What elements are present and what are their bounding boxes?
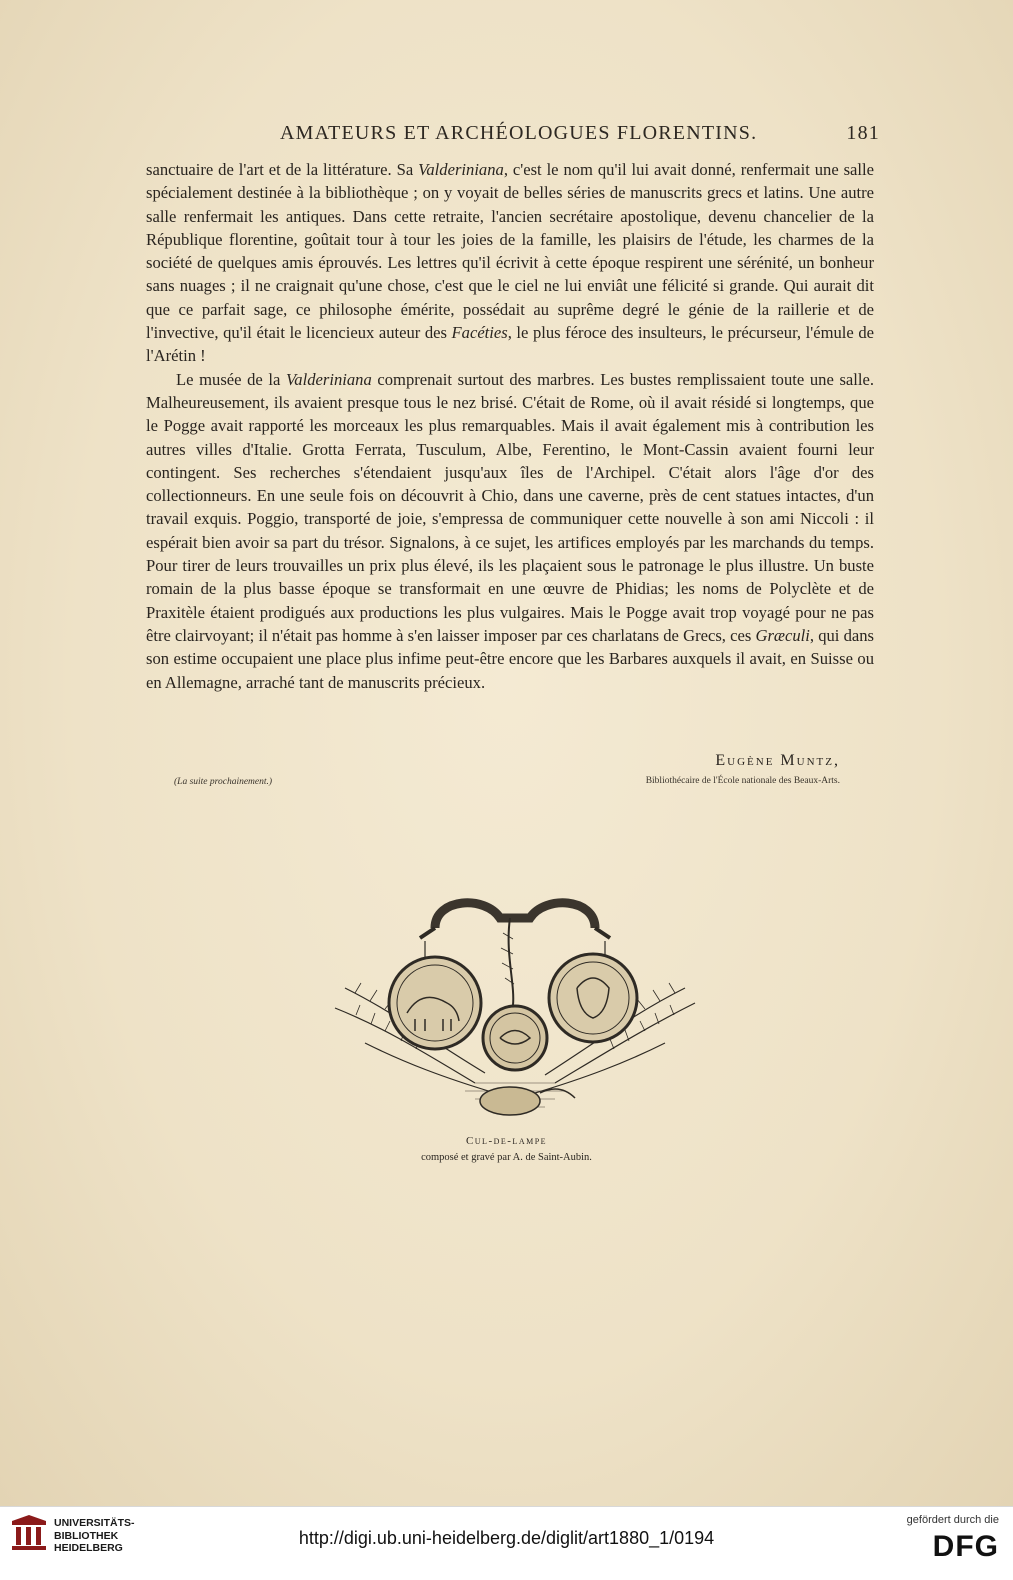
italic-title: Valderiniana [418,160,504,179]
paragraph-2: Le musée de la Valderiniana comprenait surtout des marbres. Les bustes remplissaient toute une salle. Malheureusement, ils avaient presque tous le nez brisé. C'était de Rome, où il avait résidé si longtemps, que le Pogge avait rapporté les morceaux les plus remarquables. Mais il avait également mis à contribution les autres villes d'Italie. Grotta Ferrata, Tusculum, Albe, Ferentino, le Mont-Cassin avaient fourni leur contingent. Ses recherches s'étendaient jusqu'aux îles de l'Archipel. C'était alors l'âge d'or des collectionneurs. En une seule fois on découvrit à Chio, dans une caverne, près de cent statues intactes, d'un travail exquis. Poggio, transporté de joie, s'empressa de communiquer cette nouvelle à son ami Niccoli : il espérait bien avoir sa part du trésor. Signalons, à ce sujet, les artifices employés par les marchands du temps. Pour tirer de leurs trouvailles un prix plus élevé, ils les plaçaient sous le patronage le plus illustre. Un buste romain de la plus basse époque se transformait en une œuvre de Phidias; les noms de Polyclète et de Praxitèle étaient prodigués aux productions les plus vulgaires. Mais le Pogge avait trop voyagé pour ne pas être clairvoyant; il n'était pas homme à s'en laisser imposer par ces charlatans de Grecs, ces Græculi, qui dans son estime occupaient une place plus infime peut-être encore que les Barbares auxquels il avait, en Suisse ou en Allemagne, arraché tant de manuscrits précieux. [146,369,875,692]
viewer-footer [0,1506,1013,1580]
page-number: 181 [846,122,880,144]
permalink-url[interactable]: http://digi.ub.uni-heidelberg.de/diglit/art1880_1/0194 [298,1528,715,1548]
body-text [146,158,874,694]
author-signature: Eugène Muntz, [715,752,840,769]
funder-label: gefördert durch die [906,1514,999,1526]
italic-title: Valderiniana [286,369,372,389]
cul-de-lampe-engraving [325,893,705,1133]
to-be-continued-note: (La suite prochainement.) [174,777,273,787]
dfg-logo: DFG [932,1530,999,1563]
vignette-credit: composé et gravé par A. de Saint-Aubin. [421,1152,592,1163]
italic-title: Facéties [451,323,508,343]
author-affiliation: Bibliothécaire de l'École nationale des Beaux-Arts. [645,776,840,786]
library-name: UNIVERSITÄTS- BIBLIOTHEK HEIDELBERG [54,1517,135,1554]
running-head [140,122,880,148]
vignette-title: Cul-de-lampe [465,1135,548,1147]
running-title: AMATEURS ET ARCHÉOLOGUES FLORENTINS. [280,122,758,144]
funder-block [889,1514,999,1564]
italic-term: Græculi [755,625,810,645]
paragraph-1: sanctuaire de l'art et de la littérature. Sa Valderiniana, c'est le nom qu'il lui avait donné, renfermait une salle spécialement destinée à la bibliothèque ; on y voyait de belles séries de manuscrits grecs et latins. Une autre salle renfermait les antiques. Dans cette retraite, l'ancien secrétaire apostolique, devenu chancelier de la République florentine, goûtait tour à tour les joies de la famille, les plaisirs de l'étude, les charmes de la société de quelques amis éprouvés. Les lettres qu'il écrivit à cette époque respirent une sérénité, un bonheur sans nuages ; il ne craignait qu'une chose, c'est que le ciel ne lui enviât une félicité si grande. Qui aurait dit que ce parfait sage, ce philosophe émérite, possédait au suprême degré le génie de la raillerie et de l'invective, qu'il était le licencieux auteur des Facéties, le plus féroce des insulteurs, le précurseur, l'émule de l'Arétin ! [146,160,874,366]
